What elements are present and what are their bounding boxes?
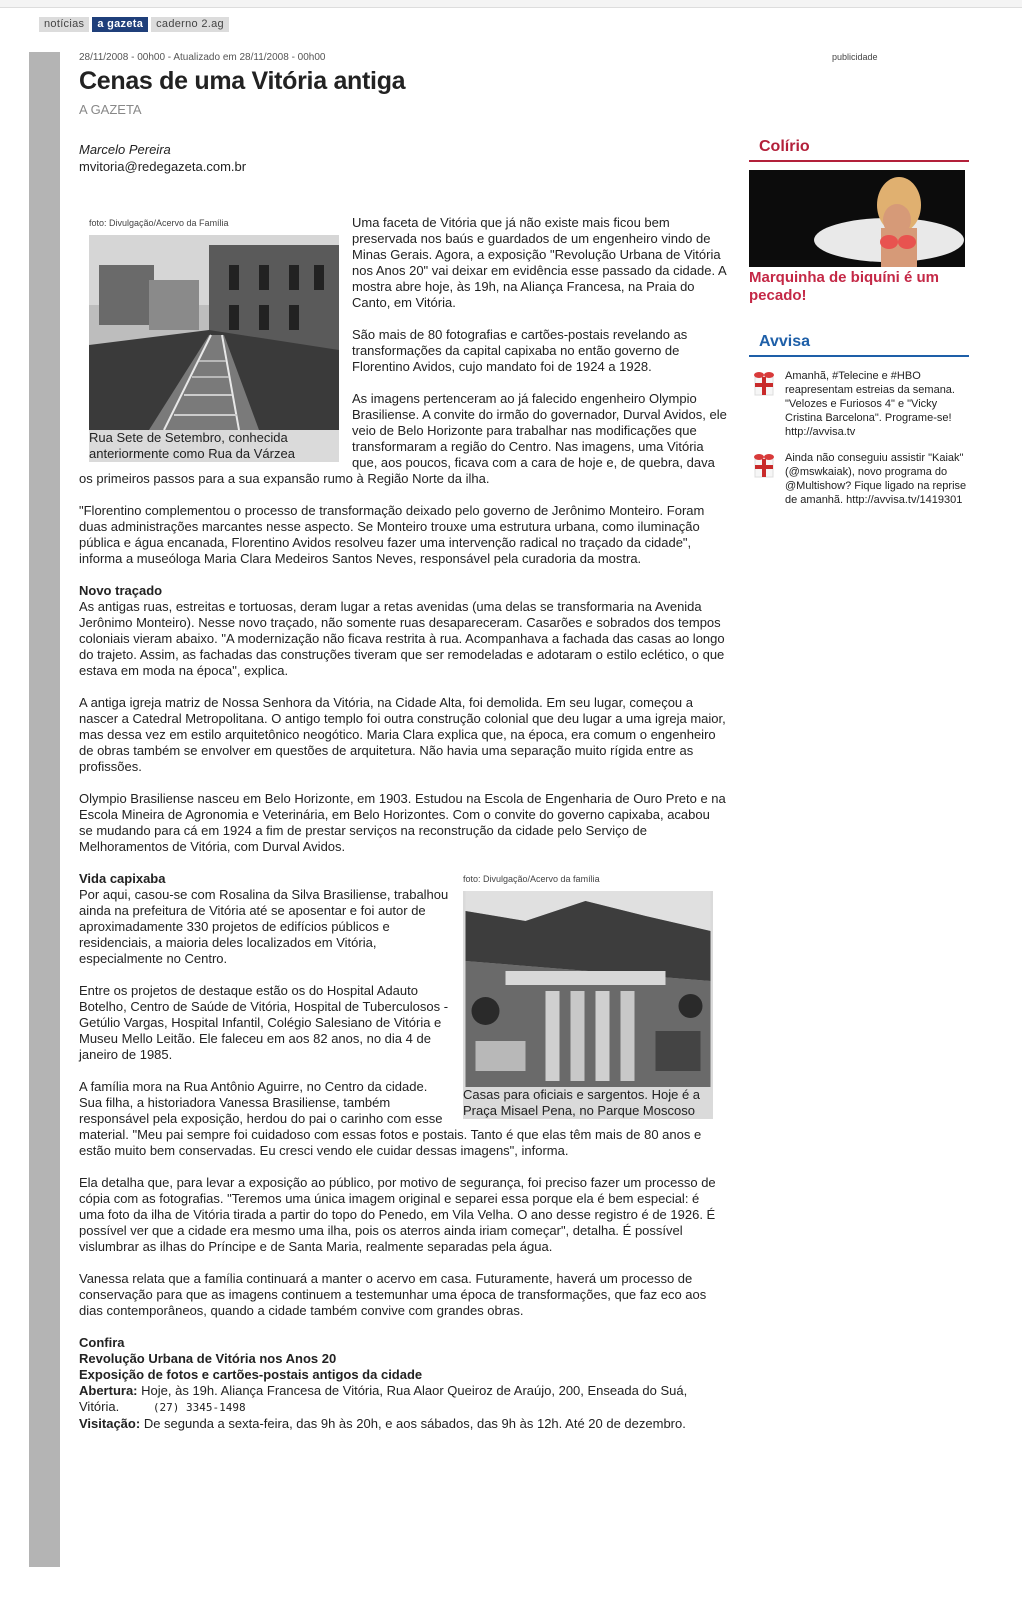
subheading-vida-capixaba: Vida capixaba xyxy=(79,871,166,886)
colirio-link[interactable]: Marquinha de biquíni é um pecado! xyxy=(749,269,940,304)
opening-label: Abertura: xyxy=(79,1383,138,1398)
tab-caderno-2ag[interactable]: caderno 2.ag xyxy=(151,17,229,32)
paragraph: São mais de 80 fotografias e cartões-postais revelando as transformações da capital capixaba no então governo de Florentino Avidos, cujo mandato foi de 1924 a 1928. xyxy=(352,327,688,374)
paragraph: A antiga igreja matriz de Nossa Senhora da Vitória, na Cidade Alta, foi demolida. Em seu lugar, começou a nascer a Catedral Metropolitana. O antigo templo foi outra construção colonial que deu lugar a uma igreja maior, mas dessa vez em estilo arquitetônico neogótico. Maria Clara explica que, na época, era comum o engenheiro de obras também se envolver em questões de arquitetura. Não havia uma separação muito rígida entre as profissões. xyxy=(79,695,726,774)
gift-ribbon-icon xyxy=(749,449,779,479)
article xyxy=(79,52,727,1432)
article-author xyxy=(79,141,727,175)
tab-a-gazeta[interactable]: a gazeta xyxy=(92,17,148,32)
paragraph: Entre os projetos de destaque estão os do Hospital Adauto Botelho, Centro de Saúde de Vitória, Hospital de Tuberculosos - Getúlio Vargas, Hospital Infantil, Colégio Salesiano de Vitória e Museu Mello Leitão. Ele faleceu em aos 82 anos, no dia 4 de janeiro de 1985. xyxy=(79,983,449,1062)
visiting-text: De segunda a sexta-feira, das 9h às 20h, e aos sábados, das 9h às 12h. Até 20 de dezembro. xyxy=(143,1416,686,1431)
exhibition-name: Revolução Urbana de Vitória nos Anos 20 xyxy=(79,1351,337,1366)
visiting-info xyxy=(79,1416,727,1432)
tweet-text[interactable]: Ainda não conseguiu assistir "Kaiak" (@mswkaiak), novo programa do @Multishow? Fique ligado na reprise de amanhã. http://avvisa.tv/1419301 xyxy=(785,452,967,506)
tab-noticias[interactable]: notícias xyxy=(39,17,89,32)
section-nav xyxy=(39,17,229,32)
opening-text: Hoje, às 19h. Aliança Francesa de Vitória, Rua Alaor Queiroz de Araújo, 200, Enseada do Suá, Vitória. xyxy=(79,1383,688,1414)
left-margin-bar xyxy=(29,52,60,1567)
author-email[interactable]: mvitoria@redegazeta.com.br xyxy=(79,159,247,174)
opening-info xyxy=(79,1383,727,1416)
author-name: Marcelo Pereira xyxy=(79,142,171,157)
subheading-novo-tracado: Novo traçado xyxy=(79,583,163,598)
paragraph: As antigas ruas, estreitas e tortuosas, deram lugar a retas avenidas (uma delas se transformaria na Avenida Jerônimo Monteiro). Nesse novo traçado, não somente ruas desapareceram. Casarões e sobrados dos tempos coloniais vieram abaixo. "A modernização não ficava restrita à rua. Acompanhava a fachada das casas ao longo do trajeto. Assim, as fachadas das construções tiveram que ser remodeladas e adotaram o estilo eclético, o que estava em moda na época", explica. xyxy=(79,599,725,678)
paragraph: As imagens pertenceram ao já falecido engenheiro Olympio Brasiliense. A convite do irmão do governador, Durval Avidos, ele veio de Belo Horizonte para trabalhar nas modificações que transformaram a região do Centro. Nas imagens, uma Vitória que, aos poucos, ficava com a cara de hoje e, de quebra, dava os primeiros passos para a sua expansão rumo à Região Norte da ilha. xyxy=(79,391,727,486)
figure-credit: foto: Divulgação/Acervo da Família xyxy=(89,218,229,228)
article-title: Cenas de uma Vitória antiga xyxy=(79,67,406,95)
avvisa-title: Avvisa xyxy=(749,333,969,357)
article-dateline: 28/11/2008 - 00h00 - Atualizado em 28/11/2008 - 00h00 xyxy=(79,52,326,63)
tweet-item xyxy=(749,449,969,507)
figure-casas-oficiais xyxy=(463,871,713,1119)
tweet-text[interactable]: Amanhã, #Telecine e #HBO reapresentam estreias da semana. "Velozes e Furiosos 4" e "Vicky Cristina Barcelona". Programe-se! http://avvisa.tv xyxy=(785,370,955,438)
paragraph: "Florentino complementou o processo de transformação deixado pelo governo de Jerônimo Monteiro. Foram duas administrações marcantes nesse aspecto. Se Monteiro trouxe uma estrutura urbana, como iluminação pública e água encanada, Florentino Avidos resolveu fazer uma intervenção radical no traçado da cidade", informa a museóloga Maria Clara Medeiros Santos Neves, responsável pela curadoria da mostra. xyxy=(79,503,705,566)
event-info-box xyxy=(79,1335,727,1432)
figure-credit: foto: Divulgação/Acervo da família xyxy=(463,874,600,884)
phone-number: (27) 3345-1498 xyxy=(152,1401,246,1414)
street-railway-photo[interactable] xyxy=(89,235,339,430)
article-body xyxy=(79,215,727,1432)
gift-ribbon-icon xyxy=(749,367,779,397)
paragraph: A família mora na Rua Antônio Aguirre, no Centro da cidade. Sua filha, a historiadora Vanessa Brasiliense, também responsável pela exposição, herdou do pai o carinho com esse material. "Meu pai sempre foi cuidadoso com essas fotos e postais. Tanto é que elas têm mais de 80 anos e estão muito bem conservadas. Eu cresci vendo ele cuidar dessas imagens", informa. xyxy=(79,1079,702,1158)
aerial-town-photo[interactable] xyxy=(463,891,713,1087)
exhibition-description: Exposição de fotos e cartões-postais antigos da cidade xyxy=(79,1367,423,1382)
figure-rua-sete xyxy=(89,215,339,462)
bikini-model-photo[interactable] xyxy=(749,170,965,267)
tweet-item xyxy=(749,367,969,439)
article-source: A GAZETA xyxy=(79,102,142,117)
visiting-label: Visitação: xyxy=(79,1416,141,1431)
colirio-title: Colírio xyxy=(749,138,969,162)
figure-caption: Rua Sete de Setembro, conhecida anteriormente como Rua da Várzea xyxy=(89,430,295,461)
figure-caption: Casas para oficiais e sargentos. Hoje é a Praça Misael Pena, no Parque Moscoso xyxy=(463,1087,701,1118)
paragraph: Olympio Brasiliense nasceu em Belo Horizonte, em 1903. Estudou na Escola de Engenharia de Ouro Preto e na Escola Mineira de Agronomia e Veterinária, em Belo Horizontes. Com o convite do governo capixaba, acabou se mudando para cá em 1924 a fim de prestar serviços na reconstrução da cidade pelo Serviço de Melhoramentos de Vitória, com Durval Avidos. xyxy=(79,791,726,854)
advertising-label: publicidade xyxy=(832,52,878,62)
sidebar-colirio xyxy=(749,138,969,305)
paragraph: Ela detalha que, para levar a exposição ao público, por motivo de segurança, foi preciso fazer um processo de cópia com as fotografias. "Teremos uma única imagem original e separei essa porque ela é bem especial: é uma foto da ilha de Vitória tirada a partir do topo do Penedo, em Vila Velha. O ano desse registro é de 1926. É possível ver que a cidade era mesmo uma ilha, pois os aterros ainda iriam começar", detalha. É possível vislumbrar as ilhas do Príncipe e de Santa Maria, realmente separadas pela água. xyxy=(79,1175,716,1254)
paragraph: Por aqui, casou-se com Rosalina da Silva Brasiliense, trabalhou ainda na prefeitura de Vitória até se aposentar e foi autor de aproximadamente 330 projetos de edifícios públicos e residenciais, a maioria deles localizados em Vitória, especialmente no Centro. xyxy=(79,887,449,966)
browser-top-strip xyxy=(0,0,1022,8)
confira-heading: Confira xyxy=(79,1335,125,1350)
paragraph: Uma faceta de Vitória que já não existe mais ficou bem preservada nos baús e guardados de um engenheiro vindo de Minas Gerais. Agora, a exposição "Revolução Urbana de Vitória nos Anos 20" vai deixar em evidência esse passado da cidade. A mostra abre hoje, às 19h, na Aliança Francesa, na Praia do Canto, em Vitória. xyxy=(352,215,726,310)
sidebar-avvisa xyxy=(749,333,969,507)
paragraph: Vanessa relata que a família continuará a manter o acervo em casa. Futuramente, haverá um processo de conservação para que as imagens continuem a testemunhar uma época de transformações, que faz eco aos dias contemporâneos, quando a cidade também convive com grandes obras. xyxy=(79,1271,707,1318)
